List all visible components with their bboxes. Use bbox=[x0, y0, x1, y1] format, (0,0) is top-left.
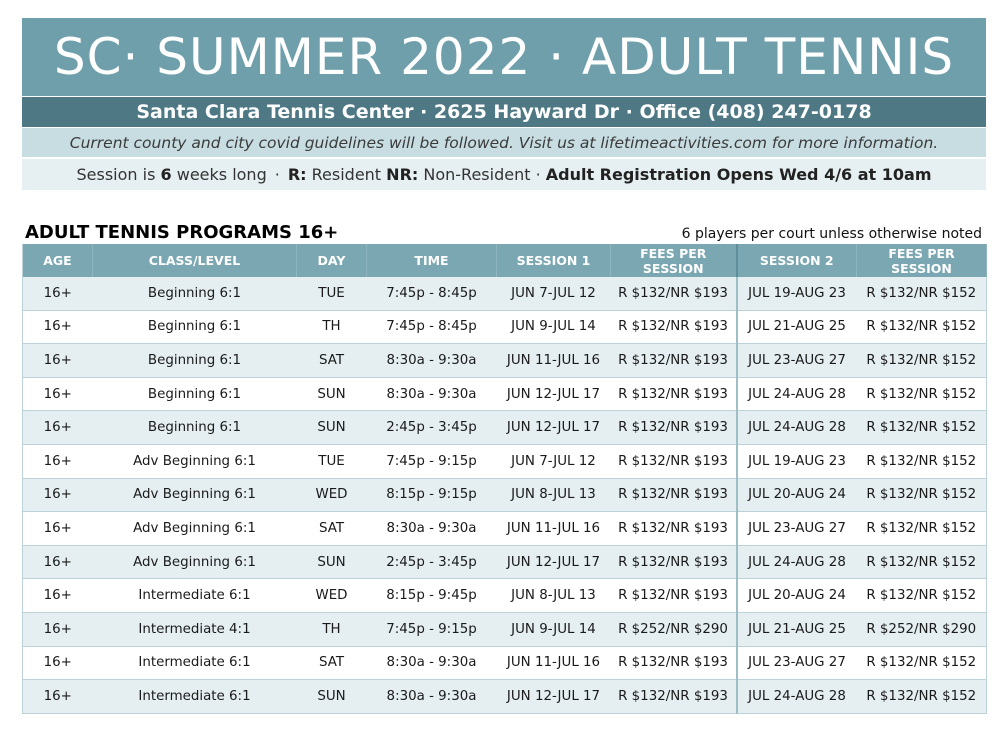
cell-class-level: Adv Beginning 6:1 bbox=[93, 512, 297, 546]
cell-session-2: JUL 24-AUG 28 bbox=[737, 377, 857, 411]
cell-fees-session-2: R $132/NR $152 bbox=[857, 310, 987, 344]
cell-day: SAT bbox=[297, 512, 367, 546]
cell-age: 16+ bbox=[23, 579, 93, 613]
cell-session-2: JUL 23-AUG 27 bbox=[737, 646, 857, 680]
cell-session-2: JUL 23-AUG 27 bbox=[737, 512, 857, 546]
cell-age: 16+ bbox=[23, 277, 93, 310]
registration-text: Adult Registration Opens Wed 4/6 at 10am bbox=[545, 165, 932, 184]
cell-session-1: JUN 11-JUL 16 bbox=[497, 344, 611, 378]
cell-class-level: Beginning 6:1 bbox=[93, 344, 297, 378]
table-row bbox=[23, 411, 987, 445]
table-row bbox=[23, 512, 987, 546]
page-title: SC· SUMMER 2022 · ADULT TENNIS bbox=[53, 28, 955, 86]
cell-fees-session-1: R $132/NR $193 bbox=[611, 277, 737, 310]
session-info-bar bbox=[22, 159, 986, 190]
cell-class-level: Intermediate 6:1 bbox=[93, 680, 297, 714]
cell-class-level: Adv Beginning 6:1 bbox=[93, 545, 297, 579]
cell-session-2: JUL 21-AUG 25 bbox=[737, 310, 857, 344]
cell-age: 16+ bbox=[23, 444, 93, 478]
cell-session-1: JUN 8-JUL 13 bbox=[497, 579, 611, 613]
cell-time: 8:30a - 9:30a bbox=[367, 646, 497, 680]
session-prefix: Session is bbox=[76, 165, 156, 184]
cell-day: SAT bbox=[297, 344, 367, 378]
cell-session-2: JUL 24-AUG 28 bbox=[737, 545, 857, 579]
cell-session-1: JUN 9-JUL 14 bbox=[497, 310, 611, 344]
covid-text: Current county and city covid guidelines will be followed. Visit us at lifetimeactivities.com for more information. bbox=[69, 133, 939, 152]
table-row bbox=[23, 646, 987, 680]
cell-fees-session-1: R $132/NR $193 bbox=[611, 411, 737, 445]
programs-table bbox=[22, 244, 987, 714]
table-row bbox=[23, 545, 987, 579]
cell-class-level: Intermediate 6:1 bbox=[93, 646, 297, 680]
cell-time: 8:30a - 9:30a bbox=[367, 512, 497, 546]
cell-session-1: JUN 11-JUL 16 bbox=[497, 512, 611, 546]
cell-fees-session-2: R $132/NR $152 bbox=[857, 444, 987, 478]
cell-day: SUN bbox=[297, 411, 367, 445]
cell-fees-session-1: R $132/NR $193 bbox=[611, 646, 737, 680]
cell-session-1: JUN 9-JUL 14 bbox=[497, 612, 611, 646]
cell-time: 8:30a - 9:30a bbox=[367, 344, 497, 378]
location-text: Santa Clara Tennis Center · 2625 Hayward Dr · Office (408) 247-0178 bbox=[136, 101, 872, 123]
cell-fees-session-2: R $252/NR $290 bbox=[857, 612, 987, 646]
table-row bbox=[23, 680, 987, 714]
header-session-1: SESSION 1 bbox=[497, 244, 611, 277]
header-time: TIME bbox=[367, 244, 497, 277]
cell-age: 16+ bbox=[23, 478, 93, 512]
page-title-banner bbox=[22, 18, 986, 96]
cell-fees-session-2: R $132/NR $152 bbox=[857, 377, 987, 411]
header-age: AGE bbox=[23, 244, 93, 277]
cell-time: 8:30a - 9:30a bbox=[367, 680, 497, 714]
header-class-level: CLASS/LEVEL bbox=[93, 244, 297, 277]
cell-session-2: JUL 23-AUG 27 bbox=[737, 344, 857, 378]
cell-session-1: JUN 11-JUL 16 bbox=[497, 646, 611, 680]
cell-time: 8:30a - 9:30a bbox=[367, 377, 497, 411]
cell-day: SUN bbox=[297, 377, 367, 411]
cell-class-level: Adv Beginning 6:1 bbox=[93, 444, 297, 478]
covid-notice bbox=[22, 128, 986, 157]
header-session-2: SESSION 2 bbox=[737, 244, 857, 277]
cell-day: WED bbox=[297, 478, 367, 512]
cell-session-2: JUL 19-AUG 23 bbox=[737, 444, 857, 478]
session-weeks: 6 bbox=[160, 165, 172, 184]
header-fees-session-1: FEES PER SESSION bbox=[611, 244, 737, 277]
separator-dot: · bbox=[274, 165, 280, 184]
cell-time: 2:45p - 3:45p bbox=[367, 411, 497, 445]
cell-class-level: Beginning 6:1 bbox=[93, 310, 297, 344]
cell-class-level: Intermediate 6:1 bbox=[93, 579, 297, 613]
cell-class-level: Adv Beginning 6:1 bbox=[93, 478, 297, 512]
cell-day: SUN bbox=[297, 545, 367, 579]
cell-fees-session-1: R $132/NR $193 bbox=[611, 310, 737, 344]
cell-time: 7:45p - 8:45p bbox=[367, 277, 497, 310]
cell-fees-session-1: R $132/NR $193 bbox=[611, 377, 737, 411]
cell-fees-session-1: R $252/NR $290 bbox=[611, 612, 737, 646]
cell-day: TUE bbox=[297, 444, 367, 478]
table-row bbox=[23, 310, 987, 344]
cell-time: 7:45p - 8:45p bbox=[367, 310, 497, 344]
cell-day: TH bbox=[297, 612, 367, 646]
table-row bbox=[23, 444, 987, 478]
cell-fees-session-1: R $132/NR $193 bbox=[611, 478, 737, 512]
cell-fees-session-1: R $132/NR $193 bbox=[611, 545, 737, 579]
cell-session-1: JUN 8-JUL 13 bbox=[497, 478, 611, 512]
cell-time: 2:45p - 3:45p bbox=[367, 545, 497, 579]
cell-class-level: Beginning 6:1 bbox=[93, 411, 297, 445]
cell-class-level: Beginning 6:1 bbox=[93, 377, 297, 411]
cell-class-level: Beginning 6:1 bbox=[93, 277, 297, 310]
header-fees-session-2: FEES PER SESSION bbox=[857, 244, 987, 277]
cell-fees-session-1: R $132/NR $193 bbox=[611, 344, 737, 378]
cell-age: 16+ bbox=[23, 646, 93, 680]
cell-fees-session-2: R $132/NR $152 bbox=[857, 579, 987, 613]
cell-fees-session-2: R $132/NR $152 bbox=[857, 344, 987, 378]
cell-time: 7:45p - 9:15p bbox=[367, 444, 497, 478]
cell-session-1: JUN 7-JUL 12 bbox=[497, 277, 611, 310]
cell-session-1: JUN 7-JUL 12 bbox=[497, 444, 611, 478]
cell-age: 16+ bbox=[23, 680, 93, 714]
table-row bbox=[23, 377, 987, 411]
cell-fees-session-2: R $132/NR $152 bbox=[857, 545, 987, 579]
cell-age: 16+ bbox=[23, 411, 93, 445]
header-day: DAY bbox=[297, 244, 367, 277]
cell-fees-session-2: R $132/NR $152 bbox=[857, 646, 987, 680]
cell-fees-session-2: R $132/NR $152 bbox=[857, 277, 987, 310]
table-header-row bbox=[23, 244, 987, 277]
resident-text: Resident bbox=[311, 165, 382, 184]
cell-fees-session-2: R $132/NR $152 bbox=[857, 411, 987, 445]
cell-day: SUN bbox=[297, 680, 367, 714]
cell-fees-session-2: R $132/NR $152 bbox=[857, 680, 987, 714]
cell-fees-session-2: R $132/NR $152 bbox=[857, 478, 987, 512]
cell-fees-session-1: R $132/NR $193 bbox=[611, 680, 737, 714]
cell-session-2: JUL 20-AUG 24 bbox=[737, 478, 857, 512]
cell-fees-session-1: R $132/NR $193 bbox=[611, 512, 737, 546]
cell-session-1: JUN 12-JUL 17 bbox=[497, 377, 611, 411]
cell-session-2: JUL 19-AUG 23 bbox=[737, 277, 857, 310]
cell-day: WED bbox=[297, 579, 367, 613]
cell-session-2: JUL 20-AUG 24 bbox=[737, 579, 857, 613]
cell-age: 16+ bbox=[23, 344, 93, 378]
cell-session-1: JUN 12-JUL 17 bbox=[497, 680, 611, 714]
table-row bbox=[23, 344, 987, 378]
cell-day: TUE bbox=[297, 277, 367, 310]
cell-fees-session-2: R $132/NR $152 bbox=[857, 512, 987, 546]
table-row bbox=[23, 277, 987, 310]
cell-time: 8:15p - 9:45p bbox=[367, 579, 497, 613]
cell-session-2: JUL 24-AUG 28 bbox=[737, 411, 857, 445]
table-row bbox=[23, 612, 987, 646]
table-row bbox=[23, 579, 987, 613]
non-resident-text: Non-Resident · bbox=[423, 165, 541, 184]
cell-day: SAT bbox=[297, 646, 367, 680]
table-row bbox=[23, 478, 987, 512]
cell-fees-session-1: R $132/NR $193 bbox=[611, 444, 737, 478]
cell-session-1: JUN 12-JUL 17 bbox=[497, 545, 611, 579]
cell-age: 16+ bbox=[23, 612, 93, 646]
cell-class-level: Intermediate 4:1 bbox=[93, 612, 297, 646]
cell-day: TH bbox=[297, 310, 367, 344]
section-title: ADULT TENNIS PROGRAMS 16+ bbox=[25, 222, 339, 243]
location-bar bbox=[22, 97, 986, 127]
cell-session-1: JUN 12-JUL 17 bbox=[497, 411, 611, 445]
resident-label: R: bbox=[287, 165, 307, 184]
cell-age: 16+ bbox=[23, 512, 93, 546]
non-resident-label: NR: bbox=[386, 165, 419, 184]
session-suffix: weeks long bbox=[176, 165, 267, 184]
cell-time: 8:15p - 9:15p bbox=[367, 478, 497, 512]
court-note: 6 players per court unless otherwise noted bbox=[681, 226, 982, 242]
cell-session-2: JUL 24-AUG 28 bbox=[737, 680, 857, 714]
cell-age: 16+ bbox=[23, 310, 93, 344]
cell-time: 7:45p - 9:15p bbox=[367, 612, 497, 646]
cell-fees-session-1: R $132/NR $193 bbox=[611, 579, 737, 613]
cell-session-2: JUL 21-AUG 25 bbox=[737, 612, 857, 646]
cell-age: 16+ bbox=[23, 545, 93, 579]
cell-age: 16+ bbox=[23, 377, 93, 411]
